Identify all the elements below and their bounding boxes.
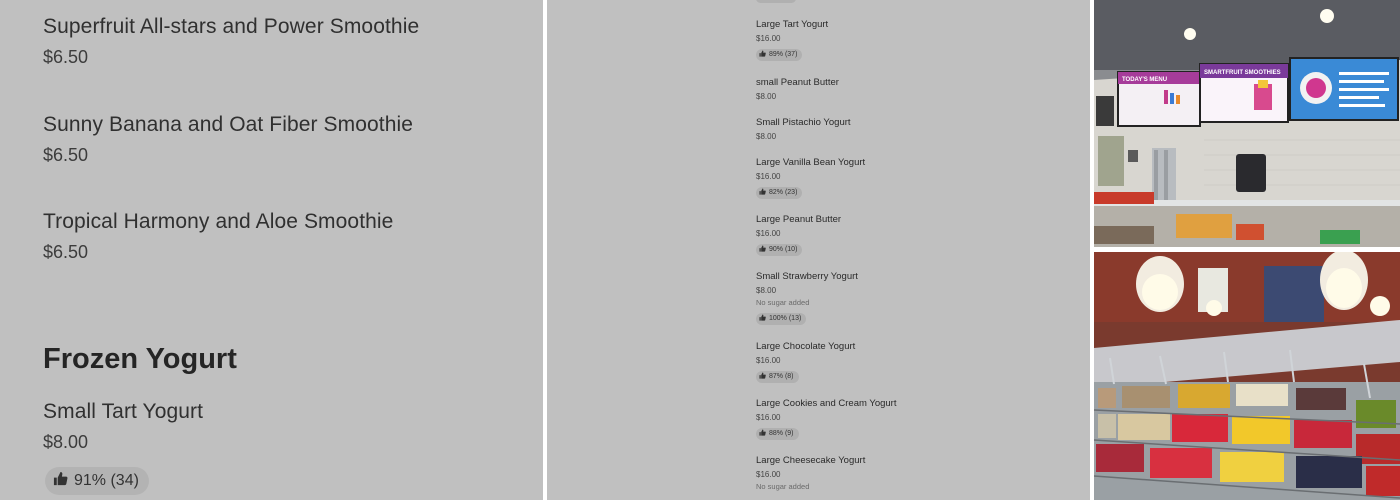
rating-badge xyxy=(756,244,802,256)
menu-list-item-name: Large Peanut Butter xyxy=(756,214,842,225)
menu-list-item-price: $16.00 xyxy=(756,172,781,181)
rating-text: 82% (23) xyxy=(769,189,798,196)
menu-list-item-price: $8.00 xyxy=(756,92,777,101)
thumbs-up-icon xyxy=(759,372,766,381)
rating-badge-cropped xyxy=(756,0,796,3)
menu-list-panel xyxy=(547,0,1090,500)
menu-list-item-name: Small Strawberry Yogurt xyxy=(756,271,858,282)
menu-list-item-name: Small Pistachio Yogurt xyxy=(756,117,851,128)
screen-text: TODAY'S MENU xyxy=(1122,77,1168,83)
menu-list-item-price: $16.00 xyxy=(756,229,781,238)
menu-list-item[interactable] xyxy=(756,341,855,384)
rating-badge xyxy=(756,428,799,440)
menu-item-price: $6.50 xyxy=(43,145,89,165)
rating-badge xyxy=(45,467,149,495)
menu-item-price: $6.50 xyxy=(43,242,89,262)
menu-item-price: $6.50 xyxy=(43,47,89,67)
thumbs-up-icon xyxy=(759,429,766,438)
menu-item[interactable] xyxy=(43,14,419,68)
menu-item[interactable] xyxy=(43,209,393,263)
thumbs-up-icon xyxy=(759,188,766,197)
menu-list-item-note: No sugar added xyxy=(756,298,810,307)
rating-badge xyxy=(756,187,802,199)
menu-list-item-name: Large Cookies and Cream Yogurt xyxy=(756,398,897,409)
rating-text: 87% (8) xyxy=(769,373,794,380)
toppings-photo[interactable] xyxy=(1094,252,1400,500)
screen-text: SMARTFRUIT SMOOTHIES xyxy=(1204,70,1281,76)
menu-item[interactable] xyxy=(43,112,413,166)
thumbs-up-icon xyxy=(759,314,766,323)
menu-item-name: Tropical Harmony and Aloe Smoothie xyxy=(43,210,394,233)
menu-list-item-price: $16.00 xyxy=(756,34,781,43)
menu-list-item-name: Large Cheesecake Yogurt xyxy=(756,455,866,466)
rating-text: 89% (37) xyxy=(769,51,798,58)
menu-list-item[interactable] xyxy=(756,117,851,142)
menu-list-item[interactable] xyxy=(756,19,828,62)
menu-list-item-name: Large Tart Yogurt xyxy=(756,19,829,30)
rating-text: 91% (34) xyxy=(74,472,139,489)
photo-panel xyxy=(1094,0,1400,500)
menu-item-name: Sunny Banana and Oat Fiber Smoothie xyxy=(43,113,414,136)
menu-list-item[interactable] xyxy=(756,455,865,492)
menu-item-name: Superfruit All-stars and Power Smoothie xyxy=(43,15,420,38)
rating-text: 88% (9) xyxy=(769,430,794,437)
rating-text: 90% (10) xyxy=(769,246,798,253)
menu-list-item[interactable] xyxy=(756,157,865,200)
rating-badge xyxy=(756,371,799,383)
menu-screen xyxy=(1290,58,1398,120)
thumbs-up-icon xyxy=(53,471,68,491)
menu-list-item-name: small Peanut Butter xyxy=(756,77,839,88)
menu-list-item-note: No sugar added xyxy=(756,482,810,491)
thumbs-up-icon xyxy=(759,245,766,254)
menu-screen xyxy=(1118,72,1200,126)
thumbs-up-icon xyxy=(759,50,766,59)
rating-badge xyxy=(756,49,802,61)
menu-list-item-name: Large Chocolate Yogurt xyxy=(756,341,856,352)
menu-item[interactable] xyxy=(43,399,203,453)
menu-list-item[interactable] xyxy=(756,398,896,441)
menu-list-item-name: Large Vanilla Bean Yogurt xyxy=(756,157,866,168)
menu-screen xyxy=(1200,64,1288,122)
menu-item-name: Small Tart Yogurt xyxy=(43,400,204,423)
menu-list-item-price: $16.00 xyxy=(756,413,781,422)
menu-list-item-price: $16.00 xyxy=(756,356,781,365)
menu-item-price: $8.00 xyxy=(43,432,89,452)
menu-list-item-price: $8.00 xyxy=(756,286,777,295)
rating-text: 100% (13) xyxy=(769,315,802,322)
rating-badge xyxy=(756,313,806,325)
menu-list-item[interactable] xyxy=(756,271,858,326)
menu-list-item-price: $8.00 xyxy=(756,132,777,141)
section-title: Frozen Yogurt xyxy=(43,343,237,375)
menu-detail-panel xyxy=(0,0,543,500)
menu-list-item-price: $16.00 xyxy=(756,470,781,479)
menu-list-item[interactable] xyxy=(756,214,841,257)
menu-list-item[interactable] xyxy=(756,77,839,102)
store-photo[interactable] xyxy=(1094,0,1400,247)
